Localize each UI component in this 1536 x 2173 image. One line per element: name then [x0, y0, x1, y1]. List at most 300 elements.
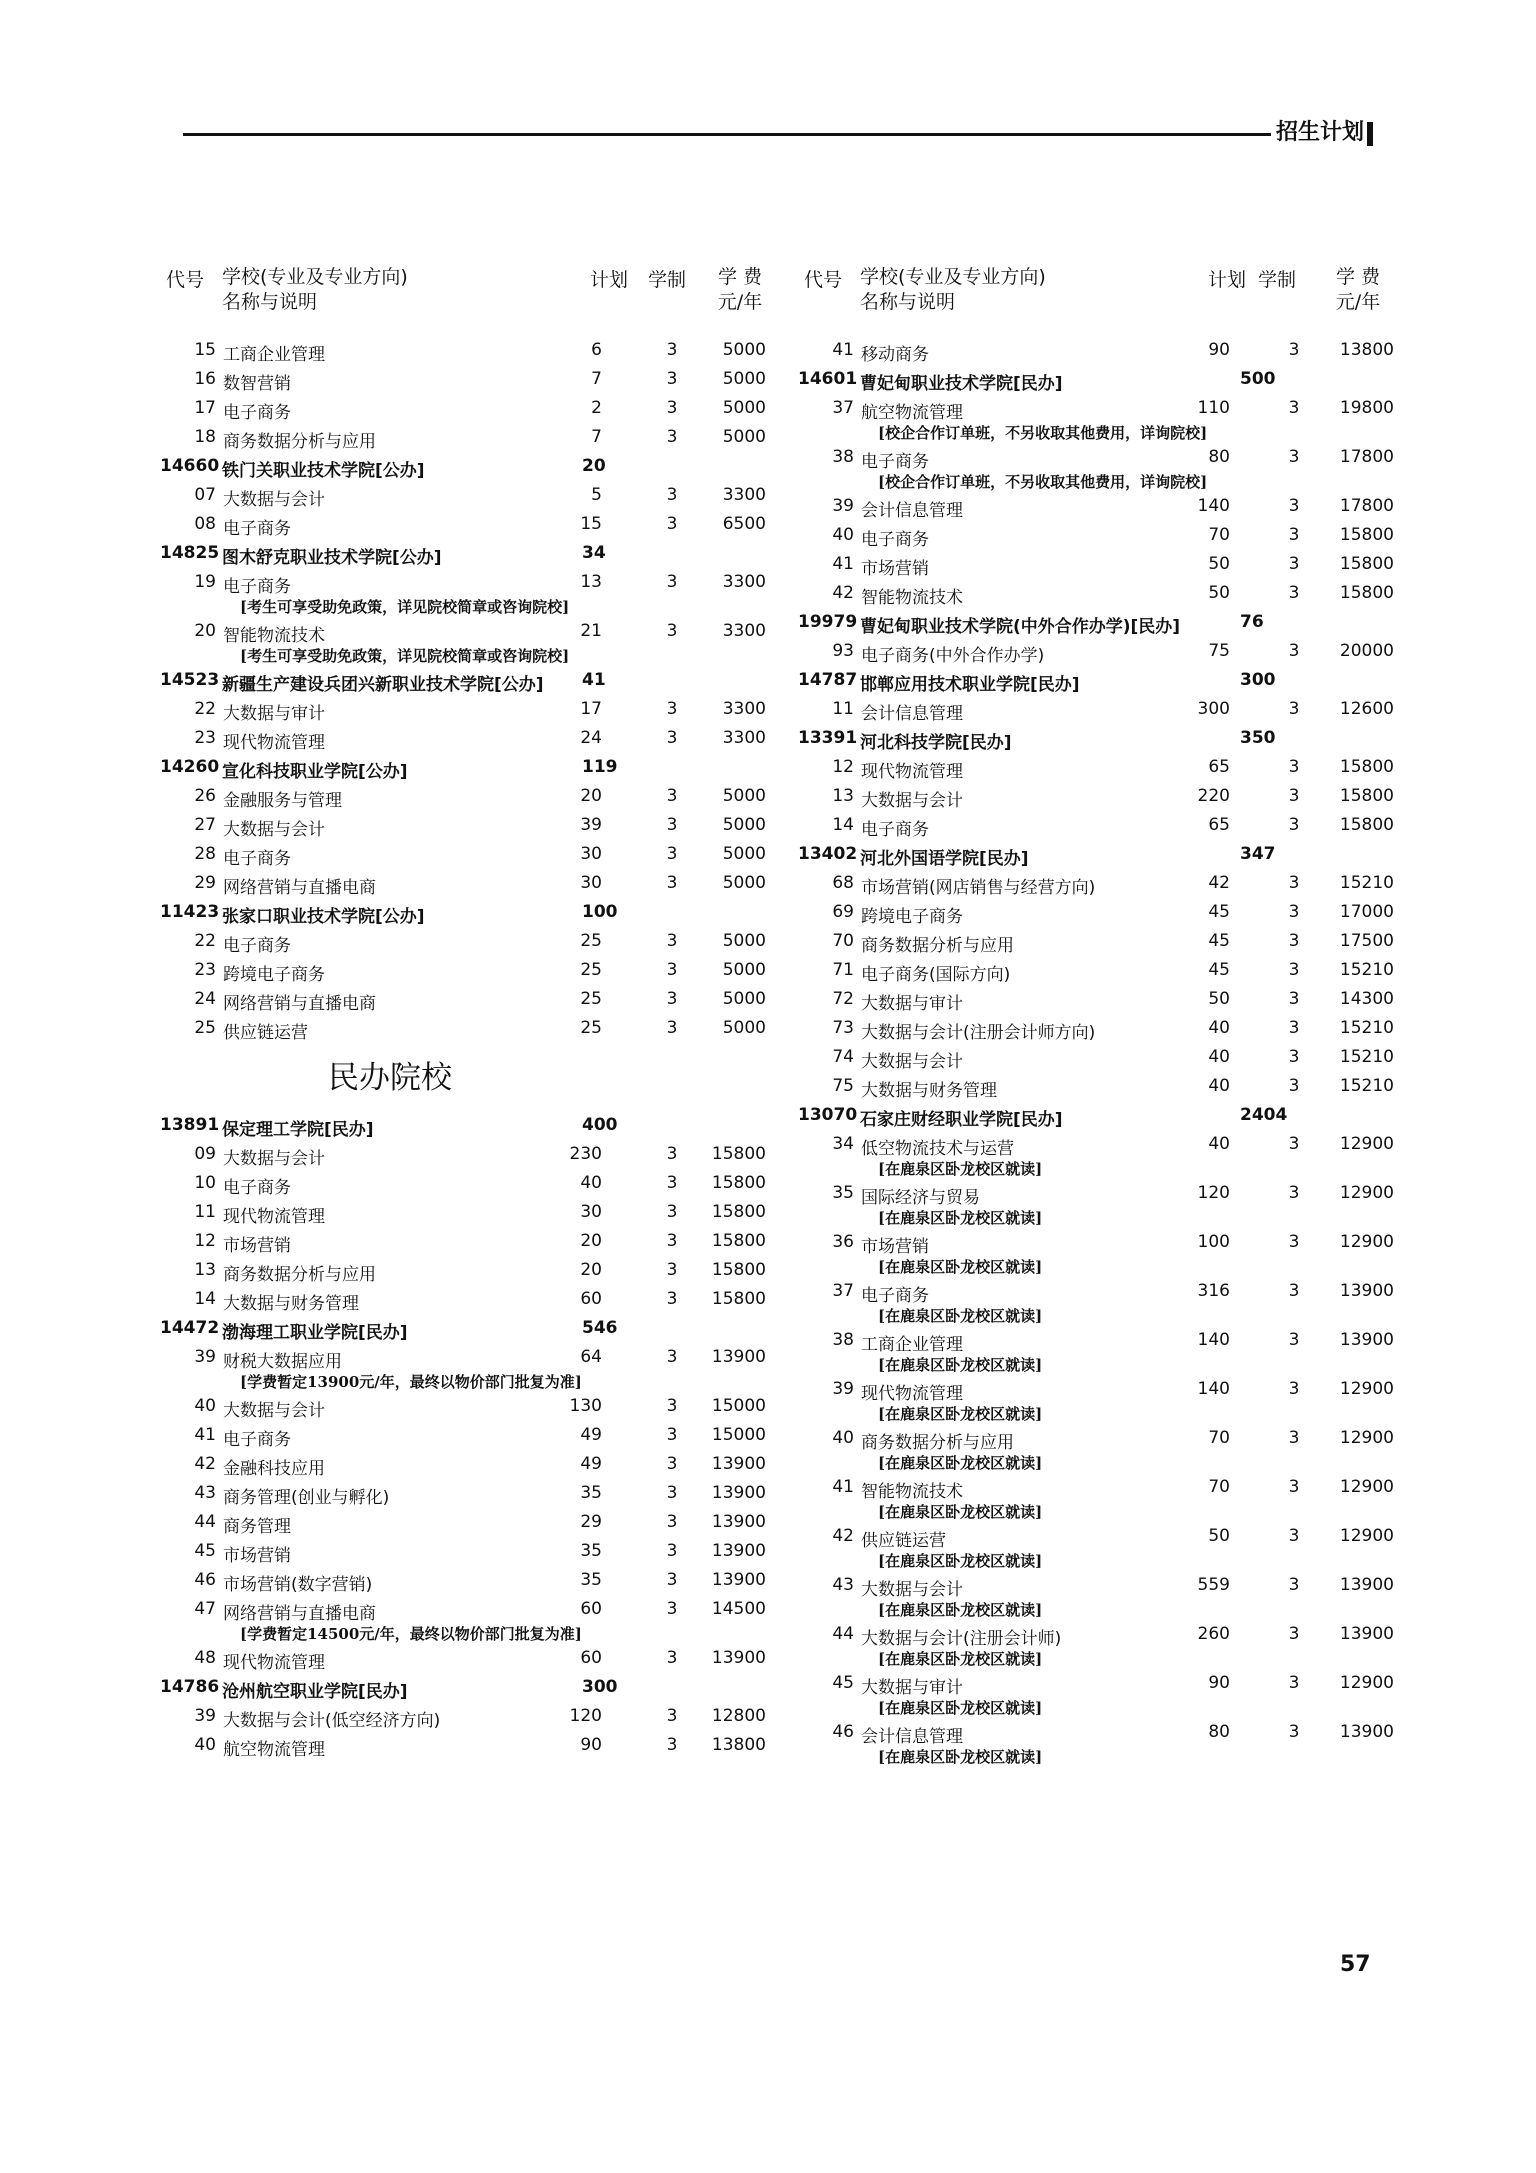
major-fee: 15210: [1339, 873, 1394, 893]
major-name: 大数据与会计(低空经济方向): [223, 1711, 441, 1731]
major-plan: 80: [1208, 447, 1230, 467]
major-length: 3: [666, 1396, 678, 1416]
major-length: 3: [666, 1541, 678, 1561]
major-code: 93: [832, 641, 854, 661]
major-plan: 90: [580, 1735, 602, 1755]
major-length: 3: [1288, 447, 1300, 467]
major-code: 07: [194, 485, 216, 505]
major-name: 电子商务: [223, 849, 291, 869]
major-name: 大数据与财务管理: [861, 1081, 997, 1101]
major-fee: 15800: [711, 1260, 766, 1280]
major-code: 19: [194, 572, 216, 592]
major-name: 大数据与审计: [861, 1678, 963, 1698]
major-code: 75: [832, 1076, 854, 1096]
major-fee: 13900: [711, 1483, 766, 1503]
major-length: 3: [1288, 1477, 1300, 1497]
major-plan: 70: [1208, 525, 1230, 545]
major-row: [798, 638, 1398, 667]
major-plan: 70: [1208, 1428, 1230, 1448]
major-row: [160, 1509, 770, 1538]
major-row: [160, 1344, 770, 1393]
major-row: [798, 1278, 1398, 1327]
major-plan: 13: [580, 572, 602, 592]
school-name: 河北外国语学院[民办]: [860, 849, 1029, 869]
major-code: 73: [832, 1018, 854, 1038]
major-plan: 70: [1208, 1477, 1230, 1497]
major-length: 3: [666, 1425, 678, 1445]
major-name: 商务数据分析与应用: [223, 1265, 376, 1285]
major-length: 3: [666, 1648, 678, 1668]
major-length: 3: [1288, 1076, 1300, 1096]
major-name: 会计信息管理: [861, 501, 963, 521]
major-row: [160, 1538, 770, 1567]
major-length: 3: [666, 960, 678, 980]
major-name: 电子商务: [861, 1286, 929, 1306]
major-code: 74: [832, 1047, 854, 1067]
school-plan: 546: [582, 1318, 618, 1338]
major-fee: 12900: [1339, 1526, 1394, 1546]
major-name: 工商企业管理: [223, 345, 325, 365]
major-length: 3: [1288, 1722, 1300, 1742]
major-row: [798, 928, 1398, 957]
major-length: 3: [666, 1483, 678, 1503]
major-code: 09: [194, 1144, 216, 1164]
major-length: 3: [666, 1512, 678, 1532]
major-length: 3: [1288, 1673, 1300, 1693]
school-name: 宣化科技职业学院[公办]: [222, 762, 408, 782]
major-code: 38: [832, 447, 854, 467]
major-row: [798, 1425, 1398, 1474]
header-fee-line2: 元/年: [1335, 291, 1381, 313]
major-plan: 140: [1197, 496, 1230, 516]
major-row: [798, 580, 1398, 609]
major-code: 41: [832, 554, 854, 574]
major-row: [798, 1670, 1398, 1719]
major-fee: 12900: [1339, 1232, 1394, 1252]
major-row: [160, 1257, 770, 1286]
header-rule: [183, 133, 1271, 136]
major-fee: 19800: [1339, 398, 1394, 418]
major-row: [798, 696, 1398, 725]
major-plan: 65: [1208, 757, 1230, 777]
header-name: [860, 265, 1046, 315]
major-note: [校企合作订单班，不另收取其他费用，详询院校]: [878, 424, 1208, 442]
major-code: 48: [194, 1648, 216, 1668]
school-plan: 300: [1240, 670, 1276, 690]
major-name: 现代物流管理: [861, 762, 963, 782]
major-code: 39: [832, 1379, 854, 1399]
major-plan: 40: [1208, 1134, 1230, 1154]
major-name: 智能物流技术: [223, 626, 325, 646]
school-code: 14260: [160, 757, 220, 777]
major-row: [160, 870, 770, 899]
major-fee: 13900: [1339, 1575, 1394, 1595]
major-row: [798, 1376, 1398, 1425]
school-row: [798, 841, 1398, 870]
major-name: 航空物流管理: [223, 1740, 325, 1760]
major-name: 商务数据分析与应用: [861, 936, 1014, 956]
school-name: 保定理工学院[民办]: [222, 1120, 374, 1140]
major-length: 3: [666, 369, 678, 389]
major-length: 3: [666, 873, 678, 893]
major-note: [在鹿泉区卧龙校区就读]: [878, 1307, 1043, 1325]
school-name: 沧州航空职业学院[民办]: [222, 1682, 408, 1702]
major-plan: 64: [580, 1347, 602, 1367]
major-length: 3: [666, 1570, 678, 1590]
major-plan: 21: [580, 621, 602, 641]
major-row: [160, 783, 770, 812]
major-plan: 559: [1197, 1575, 1230, 1595]
major-plan: 5: [591, 485, 602, 505]
major-plan: 7: [591, 427, 602, 447]
right-column: [798, 265, 1398, 1768]
major-row: [160, 337, 770, 366]
major-row: [160, 1393, 770, 1422]
major-row: [798, 395, 1398, 444]
major-fee: 15800: [1339, 583, 1394, 603]
school-name: 曹妃甸职业技术学院(中外合作办学)[民办]: [860, 617, 1181, 637]
major-row: [160, 1451, 770, 1480]
major-length: 3: [666, 1144, 678, 1164]
school-plan: 500: [1240, 369, 1276, 389]
major-plan: 300: [1197, 699, 1230, 719]
major-plan: 130: [569, 1396, 602, 1416]
major-plan: 7: [591, 369, 602, 389]
header-fee-line2: 元/年: [717, 291, 763, 313]
major-code: 40: [832, 525, 854, 545]
major-plan: 60: [580, 1648, 602, 1668]
major-name: 财税大数据应用: [223, 1352, 342, 1372]
major-fee: 5000: [722, 398, 766, 418]
major-row: [160, 1286, 770, 1315]
major-name: 现代物流管理: [223, 1653, 325, 1673]
major-code: 36: [832, 1232, 854, 1252]
header-name: [222, 265, 408, 315]
school-plan: 300: [582, 1677, 618, 1697]
major-note: [在鹿泉区卧龙校区就读]: [878, 1258, 1043, 1276]
major-code: 38: [832, 1330, 854, 1350]
major-plan: 120: [569, 1706, 602, 1726]
major-name: 大数据与会计: [223, 820, 325, 840]
major-length: 3: [666, 485, 678, 505]
major-name: 电子商务: [861, 820, 929, 840]
major-row: [798, 493, 1398, 522]
major-row: [798, 754, 1398, 783]
major-fee: 13900: [711, 1512, 766, 1532]
school-plan: 100: [582, 902, 618, 922]
major-length: 3: [1288, 1047, 1300, 1067]
right-entry-list: [798, 337, 1398, 1768]
major-fee: 15800: [1339, 525, 1394, 545]
major-length: 3: [1288, 340, 1300, 360]
school-code: 13391: [798, 728, 858, 748]
major-name: 市场营销(数字营销): [223, 1575, 373, 1595]
major-fee: 6500: [722, 514, 766, 534]
left-entry-list: [160, 337, 770, 1761]
school-code: 14523: [160, 670, 220, 690]
major-code: 35: [832, 1183, 854, 1203]
major-length: 3: [666, 1599, 678, 1619]
major-name: 低空物流技术与运营: [861, 1139, 1014, 1159]
header-fee-line1: 学 费: [717, 266, 763, 288]
major-length: 3: [1288, 1575, 1300, 1595]
major-row: [798, 551, 1398, 580]
school-plan: 34: [582, 543, 606, 563]
major-row: [160, 1170, 770, 1199]
major-length: 3: [1288, 1232, 1300, 1252]
major-code: 17: [194, 398, 216, 418]
major-name: 智能物流技术: [861, 1482, 963, 1502]
school-plan: 41: [582, 670, 606, 690]
major-row: [798, 337, 1398, 366]
major-length: 3: [1288, 1624, 1300, 1644]
major-code: 40: [194, 1396, 216, 1416]
major-length: 3: [666, 931, 678, 951]
header-name-line1: 学校(专业及专业方向): [860, 266, 1046, 288]
major-fee: 13800: [711, 1735, 766, 1755]
major-plan: 20: [580, 1260, 602, 1280]
major-plan: 75: [1208, 641, 1230, 661]
major-code: 39: [832, 496, 854, 516]
major-plan: 316: [1197, 1281, 1230, 1301]
major-code: 42: [832, 1526, 854, 1546]
major-plan: 49: [580, 1425, 602, 1445]
header-name-line1: 学校(专业及专业方向): [222, 266, 408, 288]
major-fee: 5000: [722, 1018, 766, 1038]
major-length: 3: [666, 1454, 678, 1474]
page-header-title: 招生计划: [1276, 120, 1365, 145]
major-row: [160, 841, 770, 870]
major-row: [798, 1180, 1398, 1229]
school-plan: 2404: [1240, 1105, 1288, 1125]
major-length: 3: [666, 728, 678, 748]
header-fee: [710, 265, 770, 315]
major-name: 大数据与会计: [223, 490, 325, 510]
major-row: [798, 1572, 1398, 1621]
major-plan: 230: [569, 1144, 602, 1164]
major-row: [160, 1422, 770, 1451]
major-code: 41: [832, 340, 854, 360]
school-name: 河北科技学院[民办]: [860, 733, 1012, 753]
major-plan: 30: [580, 844, 602, 864]
major-name: 电子商务: [223, 936, 291, 956]
major-fee: 12900: [1339, 1134, 1394, 1154]
major-length: 3: [666, 1289, 678, 1309]
major-row: [798, 783, 1398, 812]
major-code: 70: [832, 931, 854, 951]
major-fee: 13900: [711, 1347, 766, 1367]
header-fee: [1328, 265, 1388, 315]
major-name: 跨境电子商务: [861, 907, 963, 927]
major-length: 3: [666, 1735, 678, 1755]
major-length: 3: [1288, 902, 1300, 922]
school-code: 14472: [160, 1318, 220, 1338]
major-row: [160, 1703, 770, 1732]
major-row: [160, 696, 770, 725]
school-name: 张家口职业技术学院[公办]: [222, 907, 425, 927]
major-name: 网络营销与直播电商: [223, 994, 376, 1014]
major-code: 23: [194, 728, 216, 748]
major-name: 现代物流管理: [223, 1207, 325, 1227]
major-note: [在鹿泉区卧龙校区就读]: [878, 1160, 1043, 1178]
major-plan: 17: [580, 699, 602, 719]
major-length: 3: [666, 572, 678, 592]
major-plan: 120: [1197, 1183, 1230, 1203]
header-name-line2: 名称与说明: [222, 291, 318, 313]
major-note: [在鹿泉区卧龙校区就读]: [878, 1552, 1043, 1570]
major-code: 41: [832, 1477, 854, 1497]
major-length: 3: [1288, 989, 1300, 1009]
major-length: 3: [1288, 641, 1300, 661]
major-fee: 5000: [722, 340, 766, 360]
header-length: 学制: [648, 269, 687, 291]
major-name: 移动商务: [861, 345, 929, 365]
major-length: 3: [666, 340, 678, 360]
major-note: [在鹿泉区卧龙校区就读]: [878, 1503, 1043, 1521]
major-length: 3: [1288, 1428, 1300, 1448]
major-fee: 12900: [1339, 1379, 1394, 1399]
school-code: 14825: [160, 543, 220, 563]
major-fee: 5000: [722, 844, 766, 864]
school-row: [798, 609, 1398, 638]
major-name: 大数据与会计: [861, 1580, 963, 1600]
major-length: 3: [1288, 496, 1300, 516]
school-plan: 400: [582, 1115, 618, 1135]
major-plan: 40: [580, 1173, 602, 1193]
major-plan: 50: [1208, 583, 1230, 603]
school-code: 19979: [798, 612, 858, 632]
major-plan: 25: [580, 931, 602, 951]
major-row: [160, 511, 770, 540]
school-name: 邯郸应用技术职业学院[民办]: [860, 675, 1080, 695]
major-name: 大数据与会计(注册会计师): [861, 1629, 1062, 1649]
major-fee: 13900: [1339, 1624, 1394, 1644]
major-row: [160, 1480, 770, 1509]
major-code: 46: [832, 1722, 854, 1742]
major-fee: 15210: [1339, 1018, 1394, 1038]
major-length: 3: [666, 1018, 678, 1038]
school-row: [160, 1112, 770, 1141]
school-row: [798, 366, 1398, 395]
major-fee: 17000: [1339, 902, 1394, 922]
major-plan: 90: [1208, 340, 1230, 360]
major-note: [在鹿泉区卧龙校区就读]: [878, 1699, 1043, 1717]
header-code: 代号: [804, 269, 843, 291]
school-row: [160, 453, 770, 482]
school-row: [160, 540, 770, 569]
school-name: 图木舒克职业技术学院[公办]: [222, 548, 442, 568]
school-row: [160, 1674, 770, 1703]
major-code: 14: [832, 815, 854, 835]
major-plan: 39: [580, 815, 602, 835]
column-header-left: [160, 265, 770, 337]
major-fee: 15800: [1339, 815, 1394, 835]
major-row: [798, 1523, 1398, 1572]
major-plan: 45: [1208, 931, 1230, 951]
school-code: 14660: [160, 456, 220, 476]
major-code: 45: [832, 1673, 854, 1693]
header-fee-line1: 学 费: [1335, 266, 1381, 288]
major-row: [160, 395, 770, 424]
major-fee: 13900: [711, 1541, 766, 1561]
major-length: 3: [1288, 931, 1300, 951]
major-code: 34: [832, 1134, 854, 1154]
major-name: 现代物流管理: [861, 1384, 963, 1404]
major-name: 商务数据分析与应用: [861, 1433, 1014, 1453]
major-plan: 20: [580, 786, 602, 806]
major-fee: 15000: [711, 1425, 766, 1445]
major-code: 39: [194, 1706, 216, 1726]
major-length: 3: [1288, 1183, 1300, 1203]
header-code: 代号: [166, 269, 205, 291]
major-length: 3: [666, 844, 678, 864]
major-code: 11: [194, 1202, 216, 1222]
major-name: 供应链运营: [861, 1531, 946, 1551]
school-name: 铁门关职业技术学院[公办]: [222, 461, 425, 481]
major-note: [学费暂定13900元/年，最终以物价部门批复为准]: [240, 1373, 582, 1391]
major-code: 37: [832, 398, 854, 418]
major-name: 大数据与会计: [861, 1052, 963, 1072]
major-plan: 42: [1208, 873, 1230, 893]
major-row: [160, 482, 770, 511]
left-column: [160, 265, 770, 1761]
school-plan: 347: [1240, 844, 1276, 864]
major-row: [798, 1474, 1398, 1523]
major-length: 3: [666, 1260, 678, 1280]
major-code: 44: [194, 1512, 216, 1532]
major-plan: 50: [1208, 554, 1230, 574]
major-code: 72: [832, 989, 854, 1009]
major-row: [160, 569, 770, 618]
major-plan: 40: [1208, 1076, 1230, 1096]
major-plan: 49: [580, 1454, 602, 1474]
major-plan: 35: [580, 1483, 602, 1503]
major-fee: 3300: [722, 728, 766, 748]
school-row: [160, 1315, 770, 1344]
major-row: [160, 957, 770, 986]
major-plan: 24: [580, 728, 602, 748]
major-name: 市场营销: [223, 1546, 291, 1566]
major-code: 12: [832, 757, 854, 777]
major-length: 3: [1288, 1526, 1300, 1546]
major-name: 会计信息管理: [861, 704, 963, 724]
major-plan: 35: [580, 1541, 602, 1561]
major-row: [798, 1044, 1398, 1073]
major-plan: 220: [1197, 786, 1230, 806]
major-length: 3: [666, 621, 678, 641]
major-fee: 15800: [1339, 786, 1394, 806]
major-name: 大数据与会计: [223, 1149, 325, 1169]
major-row: [798, 1621, 1398, 1670]
major-name: 智能物流技术: [861, 588, 963, 608]
major-name: 金融服务与管理: [223, 791, 342, 811]
major-name: 现代物流管理: [223, 733, 325, 753]
major-note: [在鹿泉区卧龙校区就读]: [878, 1356, 1043, 1374]
major-code: 42: [194, 1454, 216, 1474]
major-length: 3: [666, 427, 678, 447]
major-plan: 40: [1208, 1018, 1230, 1038]
major-code: 42: [832, 583, 854, 603]
major-fee: 15210: [1339, 960, 1394, 980]
major-fee: 15800: [711, 1144, 766, 1164]
school-code: 13891: [160, 1115, 220, 1135]
major-code: 20: [194, 621, 216, 641]
major-name: 大数据与审计: [223, 704, 325, 724]
major-fee: 15800: [711, 1289, 766, 1309]
major-code: 28: [194, 844, 216, 864]
major-name: 电子商务: [223, 403, 291, 423]
header-length: 学制: [1258, 269, 1297, 291]
